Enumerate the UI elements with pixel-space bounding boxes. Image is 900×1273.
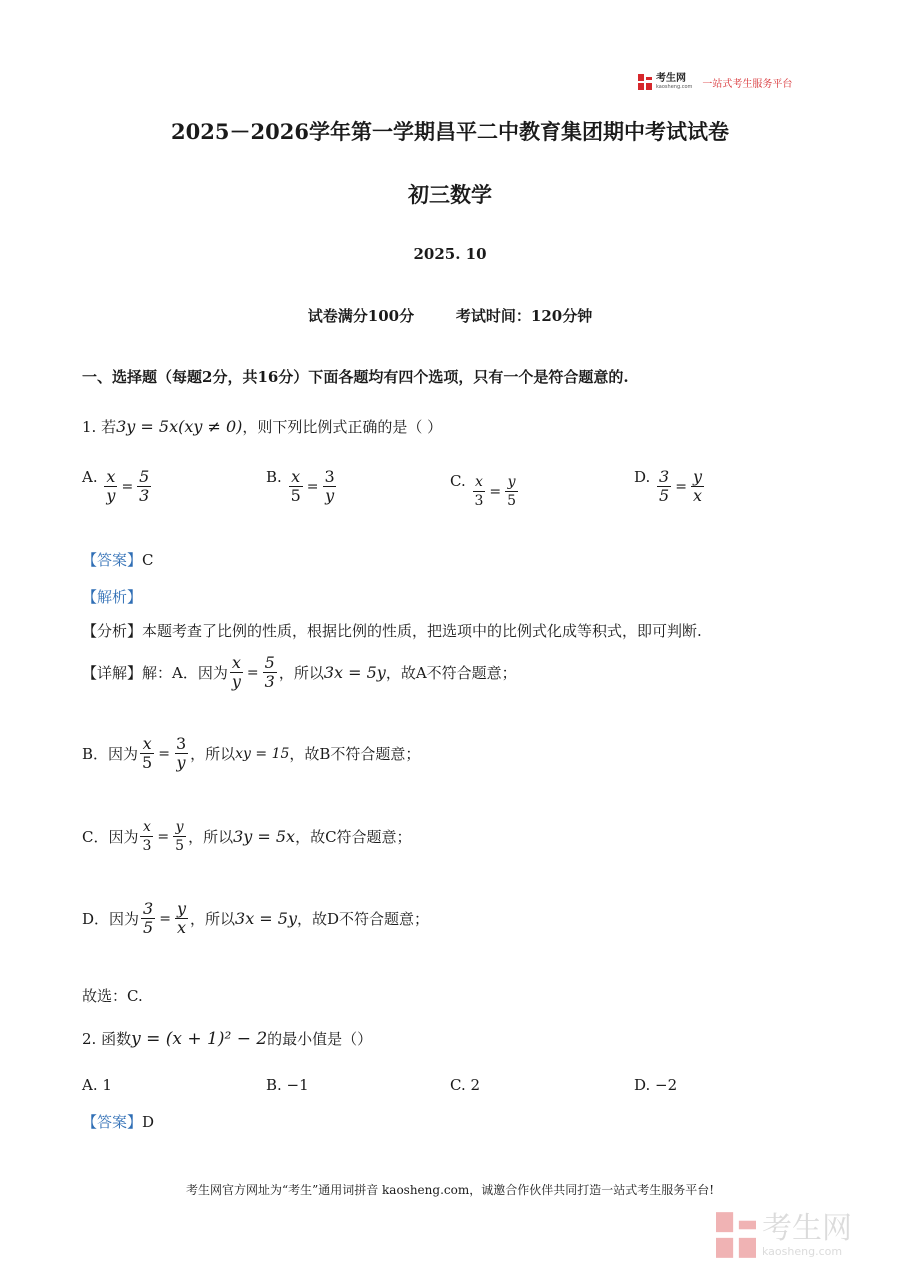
- option-d-formula: $\frac{3}{5}$ = $\frac{y}{x}$: [659, 467, 703, 505]
- detail-a: 【详解】解：A．因为 $\frac{x}{y}$ = $\frac{5}{3}$ ，所以 3x = 5y ，故A不符合题意；: [82, 653, 517, 691]
- option-b[interactable]: B. $\frac{x}{5}$ = $\frac{3}{y}$: [266, 468, 339, 505]
- detail-d-formula: $\frac{3}{5}$ = $\frac{y}{x}$: [143, 899, 186, 937]
- detail-c: C．因为 $\frac{x}{3}$ = $\frac{y}{5}$ ，所以 3y = 5x ，故C符合题意；: [82, 819, 412, 854]
- answer-value: D: [142, 1113, 155, 1131]
- analysis-label: 【解析】: [82, 588, 143, 606]
- q2-answer-line: [82, 1111, 154, 1132]
- subject-title: 初三数学: [408, 182, 492, 207]
- option-c-formula: $\frac{x}{3}$ = $\frac{y}{5}$: [474, 474, 517, 509]
- question-1: [82, 416, 442, 437]
- watermark-brand: 考生网: [762, 1210, 852, 1246]
- detail-b-formula: $\frac{x}{5}$ = $\frac{3}{y}$: [142, 734, 187, 772]
- answer-label: 【答案】: [82, 1113, 143, 1131]
- question-formula: y = (x + 1)² − 2: [131, 1029, 268, 1049]
- answer-value: C: [142, 551, 154, 569]
- option-d[interactable]: D. $\frac{3}{5}$ = $\frac{y}{x}$: [634, 468, 706, 505]
- option-b-formula: $\frac{x}{5}$ = $\frac{3}{y}$: [290, 467, 335, 505]
- exam-title: 2025－2026学年第一学期昌平二中教育集团期中考试试卷: [171, 119, 729, 144]
- option-a[interactable]: A. $\frac{x}{y}$ = $\frac{5}{3}$: [82, 468, 153, 505]
- site-logo[interactable]: [638, 74, 792, 90]
- section-heading: 一、选择题（每题2分，共16分）下面各题均有四个选项，只有一个是符合题意的.: [82, 368, 629, 386]
- logo-slogan: 一站式考生服务平台: [702, 78, 793, 90]
- question-stem: 的最小值是（）: [267, 1030, 373, 1048]
- answer-label: 【答案】: [82, 551, 143, 569]
- detail-c-formula: $\frac{x}{3}$ = $\frac{y}{5}$: [142, 819, 185, 854]
- option-c[interactable]: C. $\frac{x}{3}$ = $\frac{y}{5}$: [450, 472, 520, 510]
- q2-option-d[interactable]: D. −2: [634, 1076, 678, 1094]
- logo-brand: 考生网: [656, 73, 686, 84]
- q2-option-a[interactable]: A. 1: [82, 1076, 112, 1094]
- q2-option-c[interactable]: C. 2: [450, 1076, 481, 1094]
- question-stem: ，则下列比例式正确的是（ ）: [242, 418, 443, 436]
- detail-d: D．因为 $\frac{3}{5}$ = $\frac{y}{x}$ ，所以 3x = 5y ，故D不符合题意；: [82, 899, 430, 937]
- question-number: 1. 若: [82, 418, 117, 436]
- detail-b: B．因为 $\frac{x}{5}$ = $\frac{3}{y}$ ，所以 xy = 15 ，故B不符合题意；: [82, 734, 421, 772]
- footer-text: 考生网官方网址为“考生”通用词拼音 kaosheng.com，诚邀合作伙伴共同打造一站式考生服务平台!: [185, 1183, 715, 1197]
- analysis-text: 【分析】本题考查了比例的性质，根据比例的性质，把选项中的比例式化成等积式，即可判断.: [82, 622, 702, 640]
- question-condition: 3y = 5x(xy ≠ 0): [116, 417, 243, 436]
- watermark-logo-icon: [716, 1212, 756, 1258]
- question-number: 2. 函数: [82, 1030, 132, 1048]
- answer-line: [82, 549, 154, 570]
- option-a-formula: $\frac{x}{y}$ = $\frac{5}{3}$: [106, 467, 150, 505]
- conclusion: 故选：C.: [82, 987, 143, 1005]
- watermark: [716, 1212, 852, 1258]
- watermark-domain: kaosheng.com: [762, 1244, 843, 1258]
- exam-date: 2025. 10: [413, 245, 487, 263]
- question-2: [82, 1028, 372, 1049]
- detail-a-formula: $\frac{x}{y}$ = $\frac{5}{3}$: [231, 653, 275, 691]
- exam-info: 试卷满分100分 考试时间：120分钟: [307, 307, 593, 325]
- logo-domain: kaosheng.com: [656, 84, 693, 90]
- q2-option-b[interactable]: B. −1: [266, 1076, 309, 1094]
- logo-icon: [638, 74, 652, 90]
